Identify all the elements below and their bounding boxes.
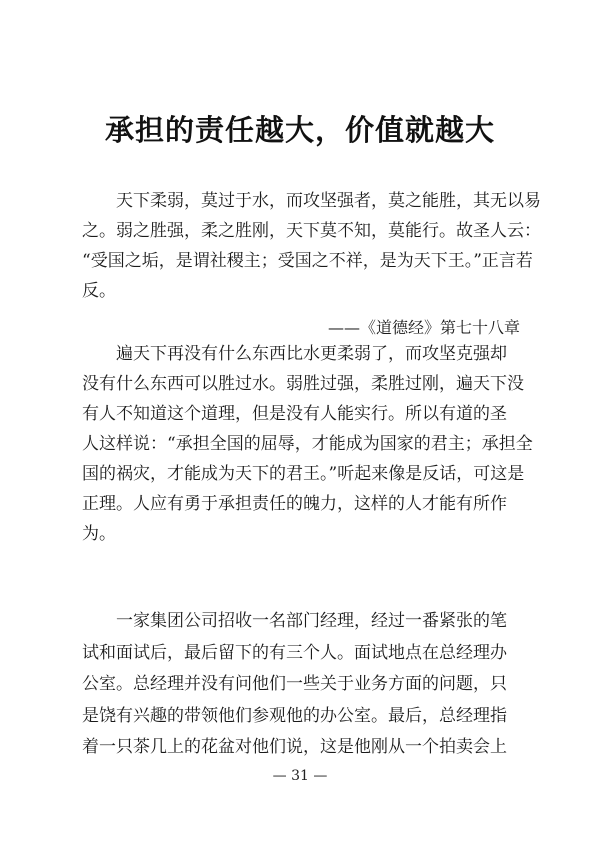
quote-line: “受国之垢，是谓社稷主；受国之不祥，是为天下王。”正言若 [82,251,533,271]
chapter-title: 承担的责任越大，价值就越大 [104,113,495,147]
quote-line: 反。 [82,281,116,301]
translation-line: 有人不知道这个道理，但是没有人能实行。所以有道的圣 [82,404,507,424]
classical-quote [82,186,541,306]
page-number: — 31 — [272,768,328,784]
story-line: 一家集团公司招收一名部门经理，经过一番紧张的笔 [82,611,507,631]
translation-line: 没有什么东西可以胜过水。弱胜过强，柔胜过刚，遍天下没 [82,374,524,394]
translation-line: 人这样说：“承担全国的屈辱，才能成为国家的君主；承担全 [82,434,533,454]
translation-line: 遍天下再没有什么东西比水更柔弱了，而攻坚克强却 [82,344,507,364]
quote-line: 之。弱之胜强，柔之胜刚，天下莫不知，莫能行。故圣人云： [82,221,541,241]
story-line: 是饶有兴趣的带领他们参观他的办公室。最后，总经理指 [82,705,507,726]
story-line: 公室。总经理并没有问他们一些关于业务方面的问题，只 [82,674,507,695]
story-line: 着一只茶几上的花盆对他们说，这是他刚从一个拍卖会上 [82,737,507,758]
story-line: 试和面试后，最后留下的有三个人。面试地点在总经理办 [82,642,507,663]
translation-paragraph [82,339,533,549]
translation-line: 正理。人应有勇于承担责任的魄力，这样的人才能有所作 [82,494,507,514]
translation-line: 为。 [82,524,116,544]
translation-line: 国的祸灾，才能成为天下的君王。”听起来像是反话，可这是 [82,464,525,484]
story-paragraph [82,606,520,764]
quote-source: ——《道德经》第七十八章 [327,318,520,337]
quote-line: 天下柔弱，莫过于水，而攻坚强者，莫之能胜，其无以易 [82,191,541,211]
